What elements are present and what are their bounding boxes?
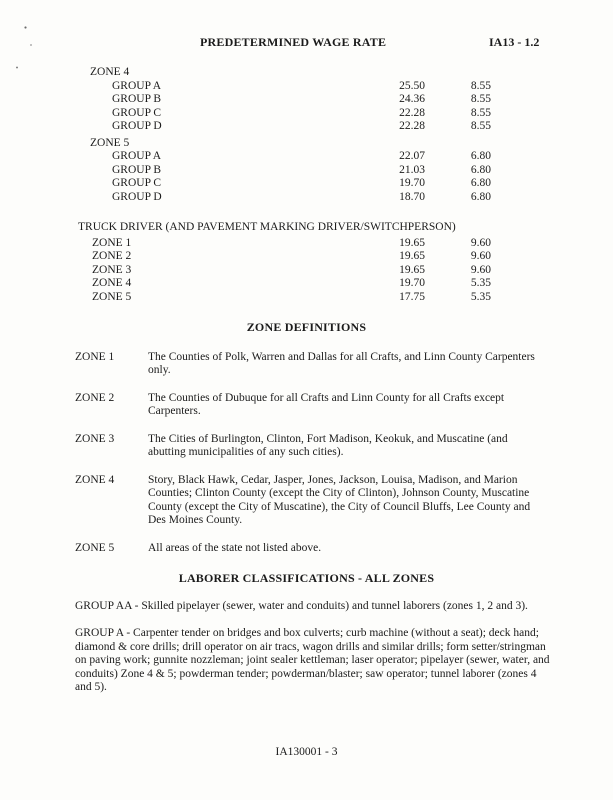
fringe-rate: 9.60 (470, 263, 491, 276)
zone-definition (75, 474, 543, 528)
zone-label: ZONE 5 (92, 290, 132, 303)
laborer-classifications-body (75, 600, 551, 695)
zone-definition-text: All areas of the state not listed above. (148, 541, 322, 554)
zone-label: ZONE 2 (75, 391, 115, 404)
zone-label: ZONE 3 (75, 432, 115, 445)
wage-row (78, 291, 491, 305)
wage-rate: 19.65 (399, 250, 425, 262)
group-label: GROUP A (112, 150, 162, 162)
group-label: GROUP B (112, 163, 162, 176)
page-reference: IA13 - 1.2 (489, 35, 540, 49)
truck-driver-section (78, 221, 491, 304)
fringe-rate: 9.60 (470, 250, 491, 262)
wage-rate: 24.36 (399, 93, 425, 105)
wage-row (78, 237, 491, 251)
classification-paragraph: GROUP AA - Skilled pipelayer (sewer, water and conduits) and tunnel laborers (zones 1, 2 and 3). (75, 599, 528, 612)
fringe-rate: 6.80 (470, 190, 491, 203)
fringe-rate: 8.55 (470, 106, 491, 119)
zone-label: ZONE 4 (75, 473, 115, 486)
fringe-rate: 8.55 (470, 93, 491, 105)
zone-label: ZONE 1 (75, 350, 115, 363)
wage-rate: 22.07 (399, 150, 425, 162)
wage-rate-table (90, 66, 491, 204)
zone-label: ZONE 5 (90, 136, 130, 149)
zone-label: ZONE 1 (92, 236, 132, 249)
zone-label: ZONE 4 (92, 277, 132, 289)
zone-definition (75, 392, 543, 419)
zone-header-row (90, 66, 491, 80)
wage-row (78, 264, 491, 278)
zone-definitions-heading: ZONE DEFINITIONS (246, 320, 367, 334)
wage-row (90, 93, 491, 107)
wage-rate: 25.50 (399, 79, 425, 92)
wage-row (90, 150, 491, 164)
group-label: GROUP C (112, 106, 162, 119)
wage-rate: 22.28 (399, 106, 425, 119)
wage-row (90, 80, 491, 94)
zone-definition (75, 351, 543, 378)
group-label: GROUP D (112, 190, 162, 203)
wage-rate: 21.03 (399, 163, 425, 176)
wage-rate: 19.70 (399, 177, 425, 189)
group-label: GROUP C (112, 177, 162, 189)
fringe-rate: 6.80 (470, 163, 491, 176)
wage-rate: 18.70 (399, 190, 425, 203)
wage-row (90, 164, 491, 178)
zone-definition (75, 542, 543, 556)
zone-label: ZONE 2 (92, 250, 132, 262)
fringe-rate: 9.60 (470, 236, 491, 249)
zone-definition (75, 433, 543, 460)
group-label: GROUP B (112, 93, 162, 105)
zone-label: ZONE 5 (75, 541, 115, 554)
zone-definition-text: The Counties of Dubuque for all Crafts and Linn County for all Crafts except Carpenters. (148, 391, 505, 417)
wage-row (78, 250, 491, 264)
wage-rate: 19.65 (399, 263, 425, 276)
fringe-rate: 6.80 (470, 177, 491, 189)
laborer-classifications-heading: LABORER CLASSIFICATIONS - ALL ZONES (178, 571, 435, 585)
wage-row (90, 107, 491, 121)
wage-rate: 19.65 (399, 236, 425, 249)
zone-definitions-list (75, 351, 543, 556)
wage-rate: 17.75 (399, 290, 425, 303)
zone-definition-text: The Counties of Polk, Warren and Dallas for all Crafts, and Linn County Carpenters only. (148, 350, 535, 376)
wage-rate: 22.28 (399, 120, 425, 132)
zone-label: ZONE 4 (90, 66, 130, 78)
page-header (0, 0, 613, 50)
wage-row (90, 120, 491, 134)
fringe-rate: 5.35 (470, 277, 491, 289)
wage-row (78, 277, 491, 291)
group-label: GROUP D (112, 120, 162, 132)
fringe-rate: 6.80 (470, 150, 491, 162)
zone-label: ZONE 3 (92, 263, 132, 276)
group-label: GROUP A (112, 79, 162, 92)
zone-header-row (90, 137, 491, 151)
fringe-rate: 8.55 (470, 79, 491, 92)
wage-rate: 19.70 (399, 277, 425, 289)
scan-artifact (16, 66, 18, 69)
classification-paragraph: GROUP A - Carpenter tender on bridges and box culverts; curb machine (without a seat); deck hand; diamond & core drills; drill operator on air tracs, wagon drills and similar drills; form setter/stringman on paving work; gunnite nozzleman; joint sealer kettleman; laser operator; pipelayer (sewer, water, and conduits) Zone 4 & 5; powderman tender; powderman/blaster; saw operator; tunnel laborer (zones 4 and 5). (75, 627, 550, 693)
page-footer: IA130001 - 3 (275, 746, 338, 758)
page-title: PREDETERMINED WAGE RATE (200, 35, 387, 49)
wage-row (90, 177, 491, 191)
truck-driver-title: TRUCK DRIVER (AND PAVEMENT MARKING DRIVER/SWITCHPERSON) (78, 221, 456, 233)
fringe-rate: 5.35 (470, 290, 491, 303)
zone-definition-text: The Cities of Burlington, Clinton, Fort Madison, Keokuk, and Muscatine (and abutting municipalities of any such cities). (148, 432, 508, 458)
zone-definition-text: Story, Black Hawk, Cedar, Jasper, Jones, Jackson, Louisa, Madison, and Marion Counties; Clinton County (except the City of Clinton), Johnson County, Muscatine County (except the City of Muscatine), the City of Council Bluffs, Lee County and Des Moines County. (148, 473, 531, 526)
fringe-rate: 8.55 (470, 120, 491, 132)
wage-row (90, 191, 491, 205)
